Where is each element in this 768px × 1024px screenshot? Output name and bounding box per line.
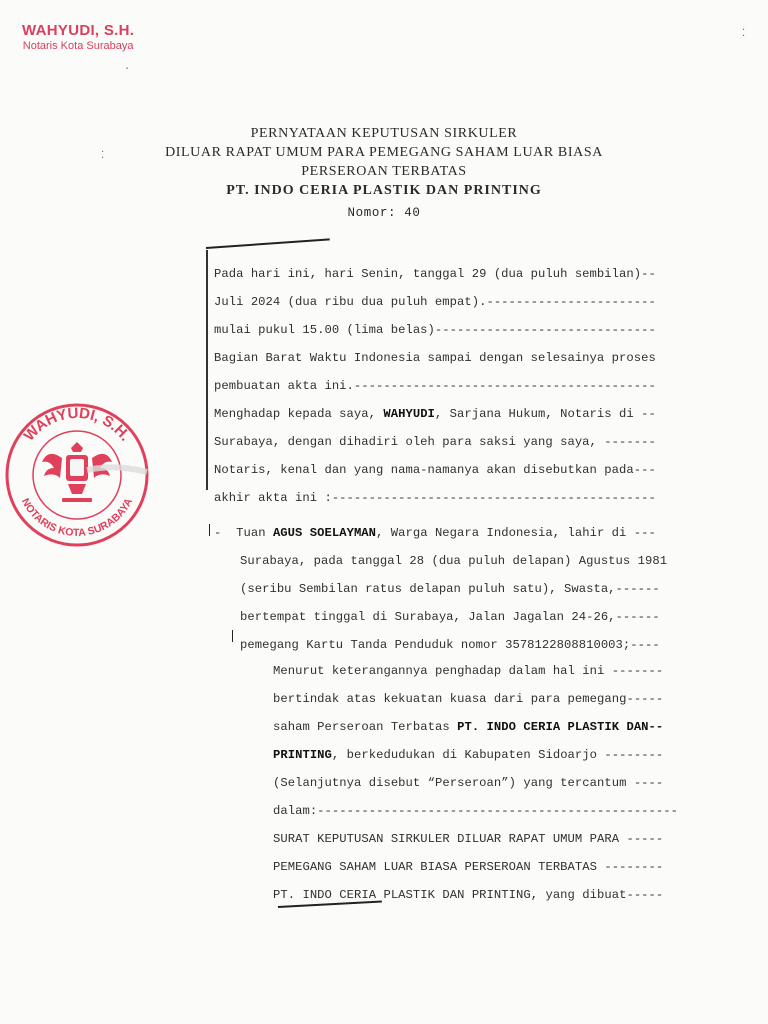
seal-top-text: WAHYUDI, S.H. <box>20 404 134 445</box>
scan-speckle: · <box>124 64 131 75</box>
paragraph-1-line: Pada hari ini, hari Senin, tanggal 29 (dua puluh sembilan)-- <box>214 267 656 281</box>
deed-number: Nomor: 40 <box>347 206 421 220</box>
appearer-text: Tuan <box>236 526 273 540</box>
paragraph-2-line: Notaris, kenal dan yang nama-namanya akan disebutkan pada--- <box>214 463 656 477</box>
paragraph-2-line: Surabaya, dengan dihadiri oleh para saksi yang saya, ------- <box>214 435 656 449</box>
authority-line: PEMEGANG SAHAM LUAR BIASA PERSEROAN TERBATAS -------- <box>273 860 664 874</box>
authority-line <box>273 720 663 734</box>
paragraph-1-line: Bagian Barat Waktu Indonesia sampai dengan selesainya proses <box>214 351 656 365</box>
paragraph-1-line: pembuatan akta ini.----------------------------------------- <box>214 379 656 393</box>
appearer-name: AGUS SOELAYMAN <box>272 526 377 540</box>
seal-bottom-text: NOTARIS KOTA SURABAYA <box>18 496 136 540</box>
notary-stamp-name: WAHYUDI, S.H. <box>22 22 135 39</box>
company-name: PRINTING <box>273 748 332 762</box>
notary-stamp-place: Notaris Kota Surabaya <box>22 40 134 52</box>
notary-header-stamp <box>22 22 134 52</box>
paragraph-2-line: akhir akta ini :-------------------------------------------- <box>214 491 656 505</box>
appearer-line: (seribu Sembilan ratus delapan puluh satu), Swasta,------ <box>240 582 660 596</box>
company-name: PT. INDO CERIA PLASTIK DAN-- <box>457 720 664 734</box>
margin-rule-top <box>206 238 330 249</box>
authority-line: Menurut keterangannya penghadap dalam hal ini ------- <box>273 664 664 678</box>
scan-speckle: ⁚ <box>101 151 105 162</box>
notary-name: WAHYUDI <box>383 407 435 421</box>
authority-line: PT. INDO CERIA PLASTIK DAN PRINTING, yang dibuat----- <box>273 888 664 902</box>
authority-text: saham Perseroan Terbatas <box>273 720 458 734</box>
margin-rule-left <box>206 250 208 490</box>
margin-tick <box>209 524 210 536</box>
appearer-first-line <box>214 526 656 540</box>
paragraph-1-line: Juli 2024 (dua ribu dua puluh empat).----------------------- <box>214 295 656 309</box>
authority-line: SURAT KEPUTUSAN SIRKULER DILUAR RAPAT UMUM PARA ----- <box>273 832 664 846</box>
appearer-line: Surabaya, pada tanggal 28 (dua puluh delapan) Agustus 1981 <box>240 554 668 568</box>
title-line-1: PERNYATAAN KEPUTUSAN SIRKULER <box>250 126 518 141</box>
authority-line: dalam:------------------------------------------------- <box>273 804 679 818</box>
appearer-line: bertempat tinggal di Surabaya, Jalan Jagalan 24-26,------ <box>240 610 660 624</box>
authority-line: (Selanjutnya disebut “Perseroan”) yang tercantum ---- <box>273 776 664 790</box>
appearer-text: , Warga Negara Indonesia, lahir di --- <box>376 526 656 540</box>
paragraph-2-text: Menghadap kepada saya, <box>214 407 384 421</box>
authority-text: , berkedudukan di Kabupaten Sidoarjo -------- <box>331 748 664 762</box>
authority-line <box>273 748 663 762</box>
title-line-4: PT. INDO CERIA PLASTIK DAN PRINTING <box>226 183 542 198</box>
garuda-shield-icon <box>70 459 84 476</box>
margin-tick <box>232 630 233 642</box>
list-bullet: - <box>214 526 222 540</box>
authority-line: bertindak atas kekuatan kuasa dari para pemegang----- <box>273 692 664 706</box>
paragraph-1-line: mulai pukul 15.00 (lima belas)------------------------------ <box>214 323 656 337</box>
scan-speckle: ⁚ <box>742 29 746 40</box>
title-line-3: PERSEROAN TERBATAS <box>301 164 467 179</box>
title-line-2: DILUAR RAPAT UMUM PARA PEMEGANG SAHAM LUAR BIASA <box>165 145 603 160</box>
document-title <box>0 124 768 223</box>
paragraph-2-first-line <box>214 407 656 421</box>
notary-seal <box>2 400 152 550</box>
scan-smudge <box>87 467 147 472</box>
appearer-line: pemegang Kartu Tanda Penduduk nomor 3578122808810003;---- <box>240 638 660 652</box>
paragraph-2-text: , Sarjana Hukum, Notaris di -- <box>434 407 656 421</box>
